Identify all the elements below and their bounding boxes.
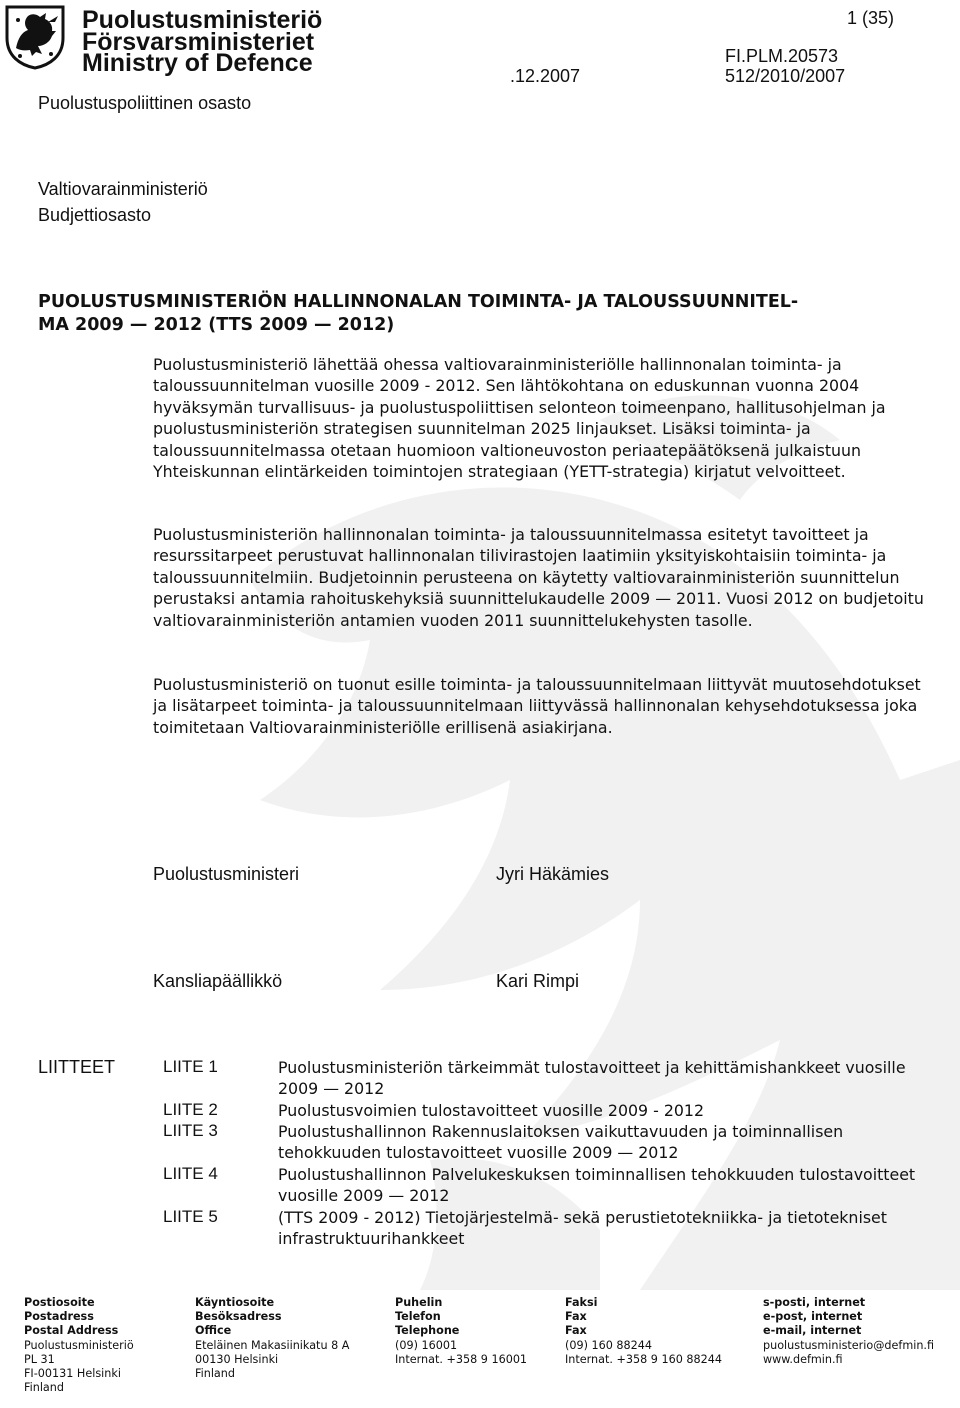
lion-coat-of-arms-icon bbox=[4, 4, 66, 70]
recipient-unit: Budjettiosasto bbox=[38, 205, 152, 225]
footer-heading: e-mail, internet bbox=[763, 1324, 862, 1338]
footer-email-address[interactable]: puolustusministerio@defmin.fi bbox=[763, 1338, 935, 1352]
document-reference: FI.PLM.20573 bbox=[725, 46, 839, 66]
footer-heading: Postiosoite bbox=[24, 1296, 95, 1309]
attachment-label: LIITE 5 bbox=[163, 1207, 218, 1226]
footer-heading: Telefon bbox=[395, 1310, 441, 1324]
signatory-name-minister: Jyri Häkämies bbox=[496, 864, 610, 884]
footer-value: Eteläinen Makasiinikatu 8 A bbox=[195, 1338, 350, 1352]
footer-value: Finland bbox=[195, 1367, 235, 1381]
body-paragraph-2: Puolustusministeriön hallinnonalan toiminta- ja taloussuunnitelmassa esitetyt tavoitteet ja resurssitarpeet perustuvat hallinnonalan tilivirastojen laatimiin yksityiskohtaisiin toiminta- ja taloussuunnitelmiin. Budjetoinnin perusteena on käytetty valtiovarainministeriön suunnittelun perustaksi antamia rahoituskehyksiä suunnittelukaudelle 2009 — 2011. Vuosi 2012 on budjetoitu valtiovarainministeriön antamien vuoden 2011 suunnittelukehysten tasolle. bbox=[153, 525, 924, 630]
footer-heading: Puhelin bbox=[395, 1296, 443, 1309]
attachment-text: Puolustushallinnon Rakennuslaitoksen vaikuttavuuden ja toiminnallisen tehokkuuden tulostavoitteet vuosille 2009 — 2012 bbox=[278, 1122, 844, 1163]
footer-value: PL 31 bbox=[24, 1352, 55, 1366]
signatory-role-minister: Puolustusministeri bbox=[153, 864, 300, 884]
document-title bbox=[38, 291, 918, 337]
footer-postal-address bbox=[24, 1296, 134, 1395]
footer-value: (09) 16001 bbox=[395, 1338, 458, 1352]
page-number: 1 (35) bbox=[846, 8, 894, 28]
footer-heading: Faksi bbox=[565, 1296, 598, 1309]
footer-heading: Besöksadress bbox=[195, 1310, 282, 1324]
attachment-label: LIITE 4 bbox=[163, 1164, 218, 1183]
title-line-1: PUOLUSTUSMINISTERIÖN HALLINNONALAN TOIMINTA- JA TALOUSSUUNNITEL- bbox=[38, 292, 799, 312]
attachments-heading: LIITTEET bbox=[38, 1057, 116, 1077]
footer-heading: Fax bbox=[565, 1310, 587, 1324]
footer-website-link[interactable]: www.defmin.fi bbox=[763, 1352, 843, 1366]
recipient-block bbox=[38, 176, 208, 228]
attachment-text: Puolustusvoimien tulostavoitteet vuosille 2009 - 2012 bbox=[278, 1101, 705, 1120]
footer-value: Puolustusministeriö bbox=[24, 1338, 134, 1352]
footer-value: Internat. +358 9 16001 bbox=[395, 1352, 528, 1366]
footer-heading: Käyntiosoite bbox=[195, 1296, 275, 1309]
attachment-label: LIITE 1 bbox=[163, 1057, 218, 1076]
footer-value: FI-00131 Helsinki bbox=[24, 1367, 121, 1381]
footer-heading: Office bbox=[195, 1324, 232, 1338]
signatory-name-permanent-secretary: Kari Rimpi bbox=[496, 971, 580, 991]
footer-value: Internat. +358 9 160 88244 bbox=[565, 1352, 722, 1366]
org-name-fi: Puolustusministeriö bbox=[82, 6, 323, 34]
recipient-ministry: Valtiovarainministeriö bbox=[38, 179, 208, 199]
contact-footer bbox=[0, 1296, 960, 1396]
body-paragraph-1: Puolustusministeriö lähettää ohessa valtiovarainministeriölle hallinnonalan toiminta- ja taloussuunnitelman vuosille 2009 - 2012. Sen lähtökohtana on eduskunnan vuonna 2004 hyväksymän turvallisuus- ja puolustuspoliittisen selonteon toimeenpano, hallitusohjelman ja puolustusministeriön strategisen suunnitelman 2025 linjaukset. Lisäksi toiminta- ja taloussuunnitelmassa otetaan huomioon valtioneuvoston periaatepäätöksenä julkaistuun Yhteiskunnan elintärkeiden toimintojen strategiaan (YETT-strategia) kirjatut velvoitteet. bbox=[153, 355, 886, 482]
footer-heading: e-post, internet bbox=[763, 1310, 863, 1324]
footer-heading: Postadress bbox=[24, 1310, 94, 1324]
footer-heading: Postal Address bbox=[24, 1324, 119, 1338]
document-date: .12.2007 bbox=[510, 66, 581, 86]
footer-heading: s-posti, internet bbox=[763, 1296, 866, 1309]
org-name-sv: Försvarsministeriet bbox=[82, 28, 315, 56]
signatory-role-permanent-secretary: Kansliapäällikkö bbox=[153, 971, 283, 991]
attachment-label: LIITE 2 bbox=[163, 1100, 218, 1119]
footer-value: (09) 160 88244 bbox=[565, 1338, 653, 1352]
attachment-text: Puolustusministeriön tärkeimmät tulostavoitteet ja kehittämishankkeet vuosille 2009 — 2012 bbox=[278, 1058, 906, 1099]
attachment-text: Puolustushallinnon Palvelukeskuksen toiminnallisen tehokkuuden tulostavoitteet vuosille 2009 — 2012 bbox=[278, 1165, 916, 1206]
footer-heading: Telephone bbox=[395, 1324, 460, 1338]
attachment-text: (TTS 2009 - 2012) Tietojärjestelmä- sekä perustietotekniikka- ja tietotekniset infrastruktuurihankkeet bbox=[278, 1208, 887, 1249]
footer-value: 00130 Helsinki bbox=[195, 1352, 279, 1366]
body-paragraph-3: Puolustusministeriö on tuonut esille toiminta- ja taloussuunnitelmaan liittyvät muutosehdotukset ja lisätarpeet toiminta- ja taloussuunnitelmaan liittyvässä hallinnonalan kehysehdotuksessa joka toimitetaan Valtiovarainministeriölle erillisenä asiakirjana. bbox=[153, 675, 921, 737]
attachment-label: LIITE 3 bbox=[163, 1121, 218, 1140]
footer-fax bbox=[565, 1296, 722, 1367]
footer-heading: Fax bbox=[565, 1324, 587, 1338]
footer-value: Finland bbox=[24, 1381, 64, 1395]
record-number: 512/2010/2007 bbox=[725, 66, 846, 86]
footer-email bbox=[763, 1296, 934, 1367]
footer-visiting-address bbox=[195, 1296, 349, 1381]
title-line-2: MA 2009 — 2012 (TTS 2009 — 2012) bbox=[38, 315, 395, 335]
org-name-en: Ministry of Defence bbox=[82, 49, 313, 77]
department-name: Puolustuspoliittinen osasto bbox=[38, 93, 252, 113]
footer-phone bbox=[395, 1296, 527, 1367]
